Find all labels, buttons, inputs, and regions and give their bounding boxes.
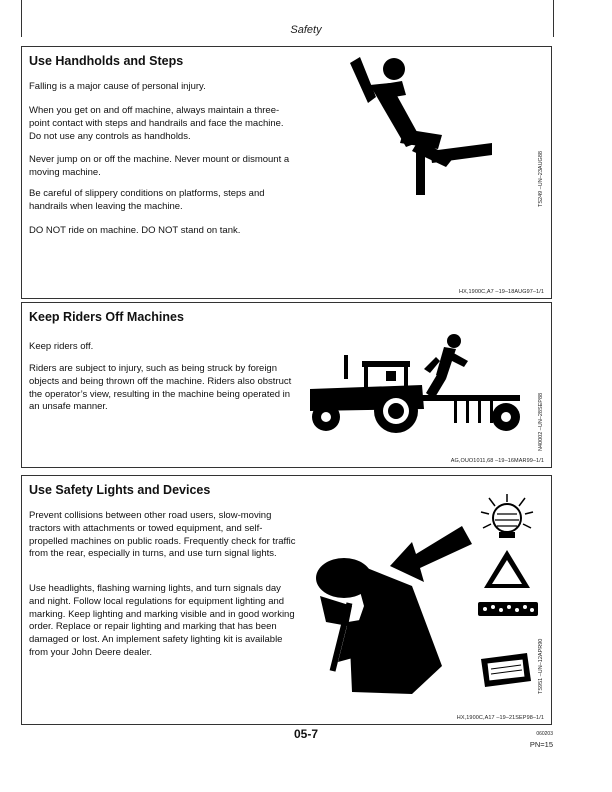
document-code: HX,1900C,A7 –19–18AUG97–1/1 xyxy=(459,289,544,295)
section-riders xyxy=(21,302,552,468)
footer-pn: PN=15 xyxy=(529,740,553,749)
sms-triangle-icon xyxy=(482,548,532,590)
tail-light-icon xyxy=(477,651,533,689)
paragraph: Never jump on or off the machine. Never mount or dismount a moving machine. xyxy=(29,154,290,178)
figure-code: TS249 –UN–23AUG88 xyxy=(538,151,544,207)
paragraph: Keep riders off. xyxy=(29,341,94,352)
section-title: Use Handholds and Steps xyxy=(29,54,184,68)
paragraph: Falling is a major cause of personal injury. xyxy=(29,81,206,92)
paragraph: When you get on and off machine, always maintain a three-point contact with steps and handrails and face the machine. Do not use any controls as handholds. xyxy=(29,105,284,142)
section-title: Use Safety Lights and Devices xyxy=(29,483,211,497)
figure-code: N40002 –UN–28SEP88 xyxy=(538,392,544,451)
paragraph: Prevent collisions between other road users, slow-moving tractors with attachments or towed equipment, and self-propelled machines on public roads. Frequently check for traffic from the rear, especially in turns, and use turn signal lights. xyxy=(29,510,296,560)
paragraph: Riders are subject to injury, such as being struck by foreign objects and being thrown off the machine. Riders also obstruct the operator’s view, resulting in the machine being operated in an unsafe manner. xyxy=(29,363,292,413)
fall-pictogram-icon xyxy=(342,55,532,195)
figure-code: TS951 –UN–12APR90 xyxy=(538,638,544,694)
section-safety-lights xyxy=(21,475,552,725)
document-code: AG,OUO1011,68 –19–16MAR99–1/1 xyxy=(450,458,544,464)
beacon-light-icon xyxy=(477,492,537,542)
page-header-title: Safety xyxy=(290,24,322,36)
section-handholds xyxy=(21,46,552,299)
page-number: 05-7 xyxy=(293,727,319,741)
tractor-rider-pictogram-icon xyxy=(304,333,524,438)
paragraph: DO NOT ride on machine. DO NOT stand on tank. xyxy=(29,225,241,236)
document-code: HX,1900C,A17 –19–21SEP98–1/1 xyxy=(456,715,544,721)
section-title: Keep Riders Off Machines xyxy=(29,310,184,324)
footer-code: 060203 xyxy=(536,731,553,737)
reflector-strip-icon xyxy=(477,600,539,618)
safety-lights-pictogram-icon xyxy=(312,526,472,696)
paragraph: Be careful of slippery conditions on platforms, steps and handrails when leaving the machine. xyxy=(29,188,265,212)
paragraph: Use headlights, flashing warning lights, and turn signals day and night. Follow local regulations for equipment lighting and marking. Keep lighting and marking visible and in good working order. Replace or repair lighting and marking that has been damaged or lost. An implement safety lighting kit is available from your John Deere dealer. xyxy=(29,583,295,658)
